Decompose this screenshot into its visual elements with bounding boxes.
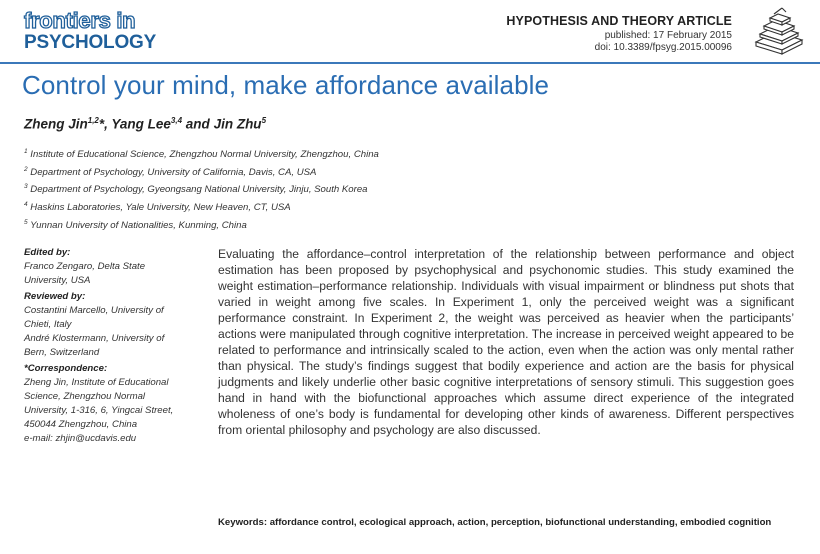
affiliation-number: 5 <box>24 218 28 226</box>
affiliation-text: Yunnan University of Nationalities, Kunming, China <box>30 219 247 231</box>
correspondence-line: 450044 Zhengzhou, China <box>24 419 138 430</box>
affiliation-item <box>24 198 379 216</box>
header-rule <box>0 62 820 64</box>
logo-line-1: frontiers in <box>24 8 136 33</box>
doi: doi: 10.3389/fpsyg.2015.00096 <box>594 42 732 53</box>
correspondence-email[interactable]: e-mail: zhjin@ucdavis.edu <box>24 433 137 444</box>
affiliation-item <box>24 180 379 198</box>
affiliation-text: Institute of Educational Science, Zhengzhou Normal University, Zhengzhou, China <box>30 149 379 161</box>
edited-by-line: University, USA <box>24 275 91 286</box>
affiliation-list <box>24 145 379 233</box>
article-title: Control your mind, make affordance available <box>22 70 550 100</box>
article-meta <box>506 14 732 54</box>
author-name[interactable]: Zheng Jin <box>24 116 88 132</box>
affiliation-number: 2 <box>24 165 28 173</box>
journal-logo <box>24 10 156 53</box>
reviewed-by-line: Bern, Switzerland <box>24 347 100 358</box>
affiliation-number: 3 <box>24 183 28 191</box>
edited-by-line: Franco Zengaro, Delta State <box>24 261 146 272</box>
keywords: Keywords: affordance control, ecological approach, action, perception, biofunctional understanding, embodied cognition <box>218 517 772 528</box>
editorial-sidebar <box>24 246 202 446</box>
correspondence-line: University, 1-316, 6, Yingcai Street, <box>24 405 174 416</box>
affiliation-text: Department of Psychology, Gyeongsang National University, Jinju, South Korea <box>30 184 368 196</box>
stacked-books-icon <box>752 4 806 56</box>
author-separator: *, <box>98 116 112 132</box>
affiliation-item <box>24 163 379 181</box>
author-affil-marker: 3,4 <box>170 116 183 125</box>
author-name[interactable]: Yang Lee <box>111 116 171 132</box>
article-type: HYPOTHESIS AND THEORY ARTICLE <box>506 14 732 28</box>
correspondence-label: *Correspondence: <box>24 363 108 374</box>
author-affil-marker: 1,2 <box>87 116 99 125</box>
correspondence-line: Science, Zhengzhou Normal <box>24 391 146 402</box>
author-list <box>24 116 266 132</box>
abstract-text: Evaluating the affordance–control interpretation of the relationship between performance and object estimation has been proposed by psychophysical and psychonomic studies. This study examined the weight estimation–performance relationship. Individuals with visual impairment or blindness put shots that varied in weight among five scales. In Experiment 1, only the perceived weight was a significant performance constraint. In Experiment 2, the weight was perceived as heavier when the participants’ actions were manipulated through cognitive interpretation. The increase in perceived weight appeared to be related to performance and intrinsically scaled to the action, even when the action was only mental rather than physical. The study’s findings suggest that bodily experience and action are the basis for physical judgments and likely underlie other basic cognitive interpretations of sensory stimuli. This suggestion goes hand in hand with the biofunctional approaches which assume direct experience of the integrated wholeness of one’s body is fundamental for developing other kinds of awareness. Different perspectives from oriental philosophy and psychology are also discussed. <box>218 247 794 437</box>
affiliation-text: Department of Psychology, University of California, Davis, CA, USA <box>30 166 317 178</box>
reviewed-by-label: Reviewed by: <box>24 291 86 302</box>
logo-line-2: PSYCHOLOGY <box>24 32 157 53</box>
affiliation-text: Haskins Laboratories, Yale University, New Heaven, CT, USA <box>30 202 291 214</box>
affiliation-item <box>24 216 379 234</box>
author-separator: and <box>182 116 214 132</box>
reviewed-by-line: André Klostermann, University of <box>24 333 165 344</box>
reviewed-by-line: Costantini Marcello, University of <box>24 305 164 316</box>
correspondence-line: Zheng Jin, Institute of Educational <box>24 377 169 388</box>
affiliation-number: 1 <box>24 148 28 155</box>
edited-by-label: Edited by: <box>24 247 71 258</box>
published-date: published: 17 February 2015 <box>604 30 732 41</box>
author-name[interactable]: Jin Zhu <box>213 116 262 132</box>
affiliation-item <box>24 145 379 163</box>
affiliation-number: 4 <box>24 201 28 209</box>
reviewed-by-line: Chieti, Italy <box>24 319 72 330</box>
author-affil-marker: 5 <box>261 116 267 125</box>
